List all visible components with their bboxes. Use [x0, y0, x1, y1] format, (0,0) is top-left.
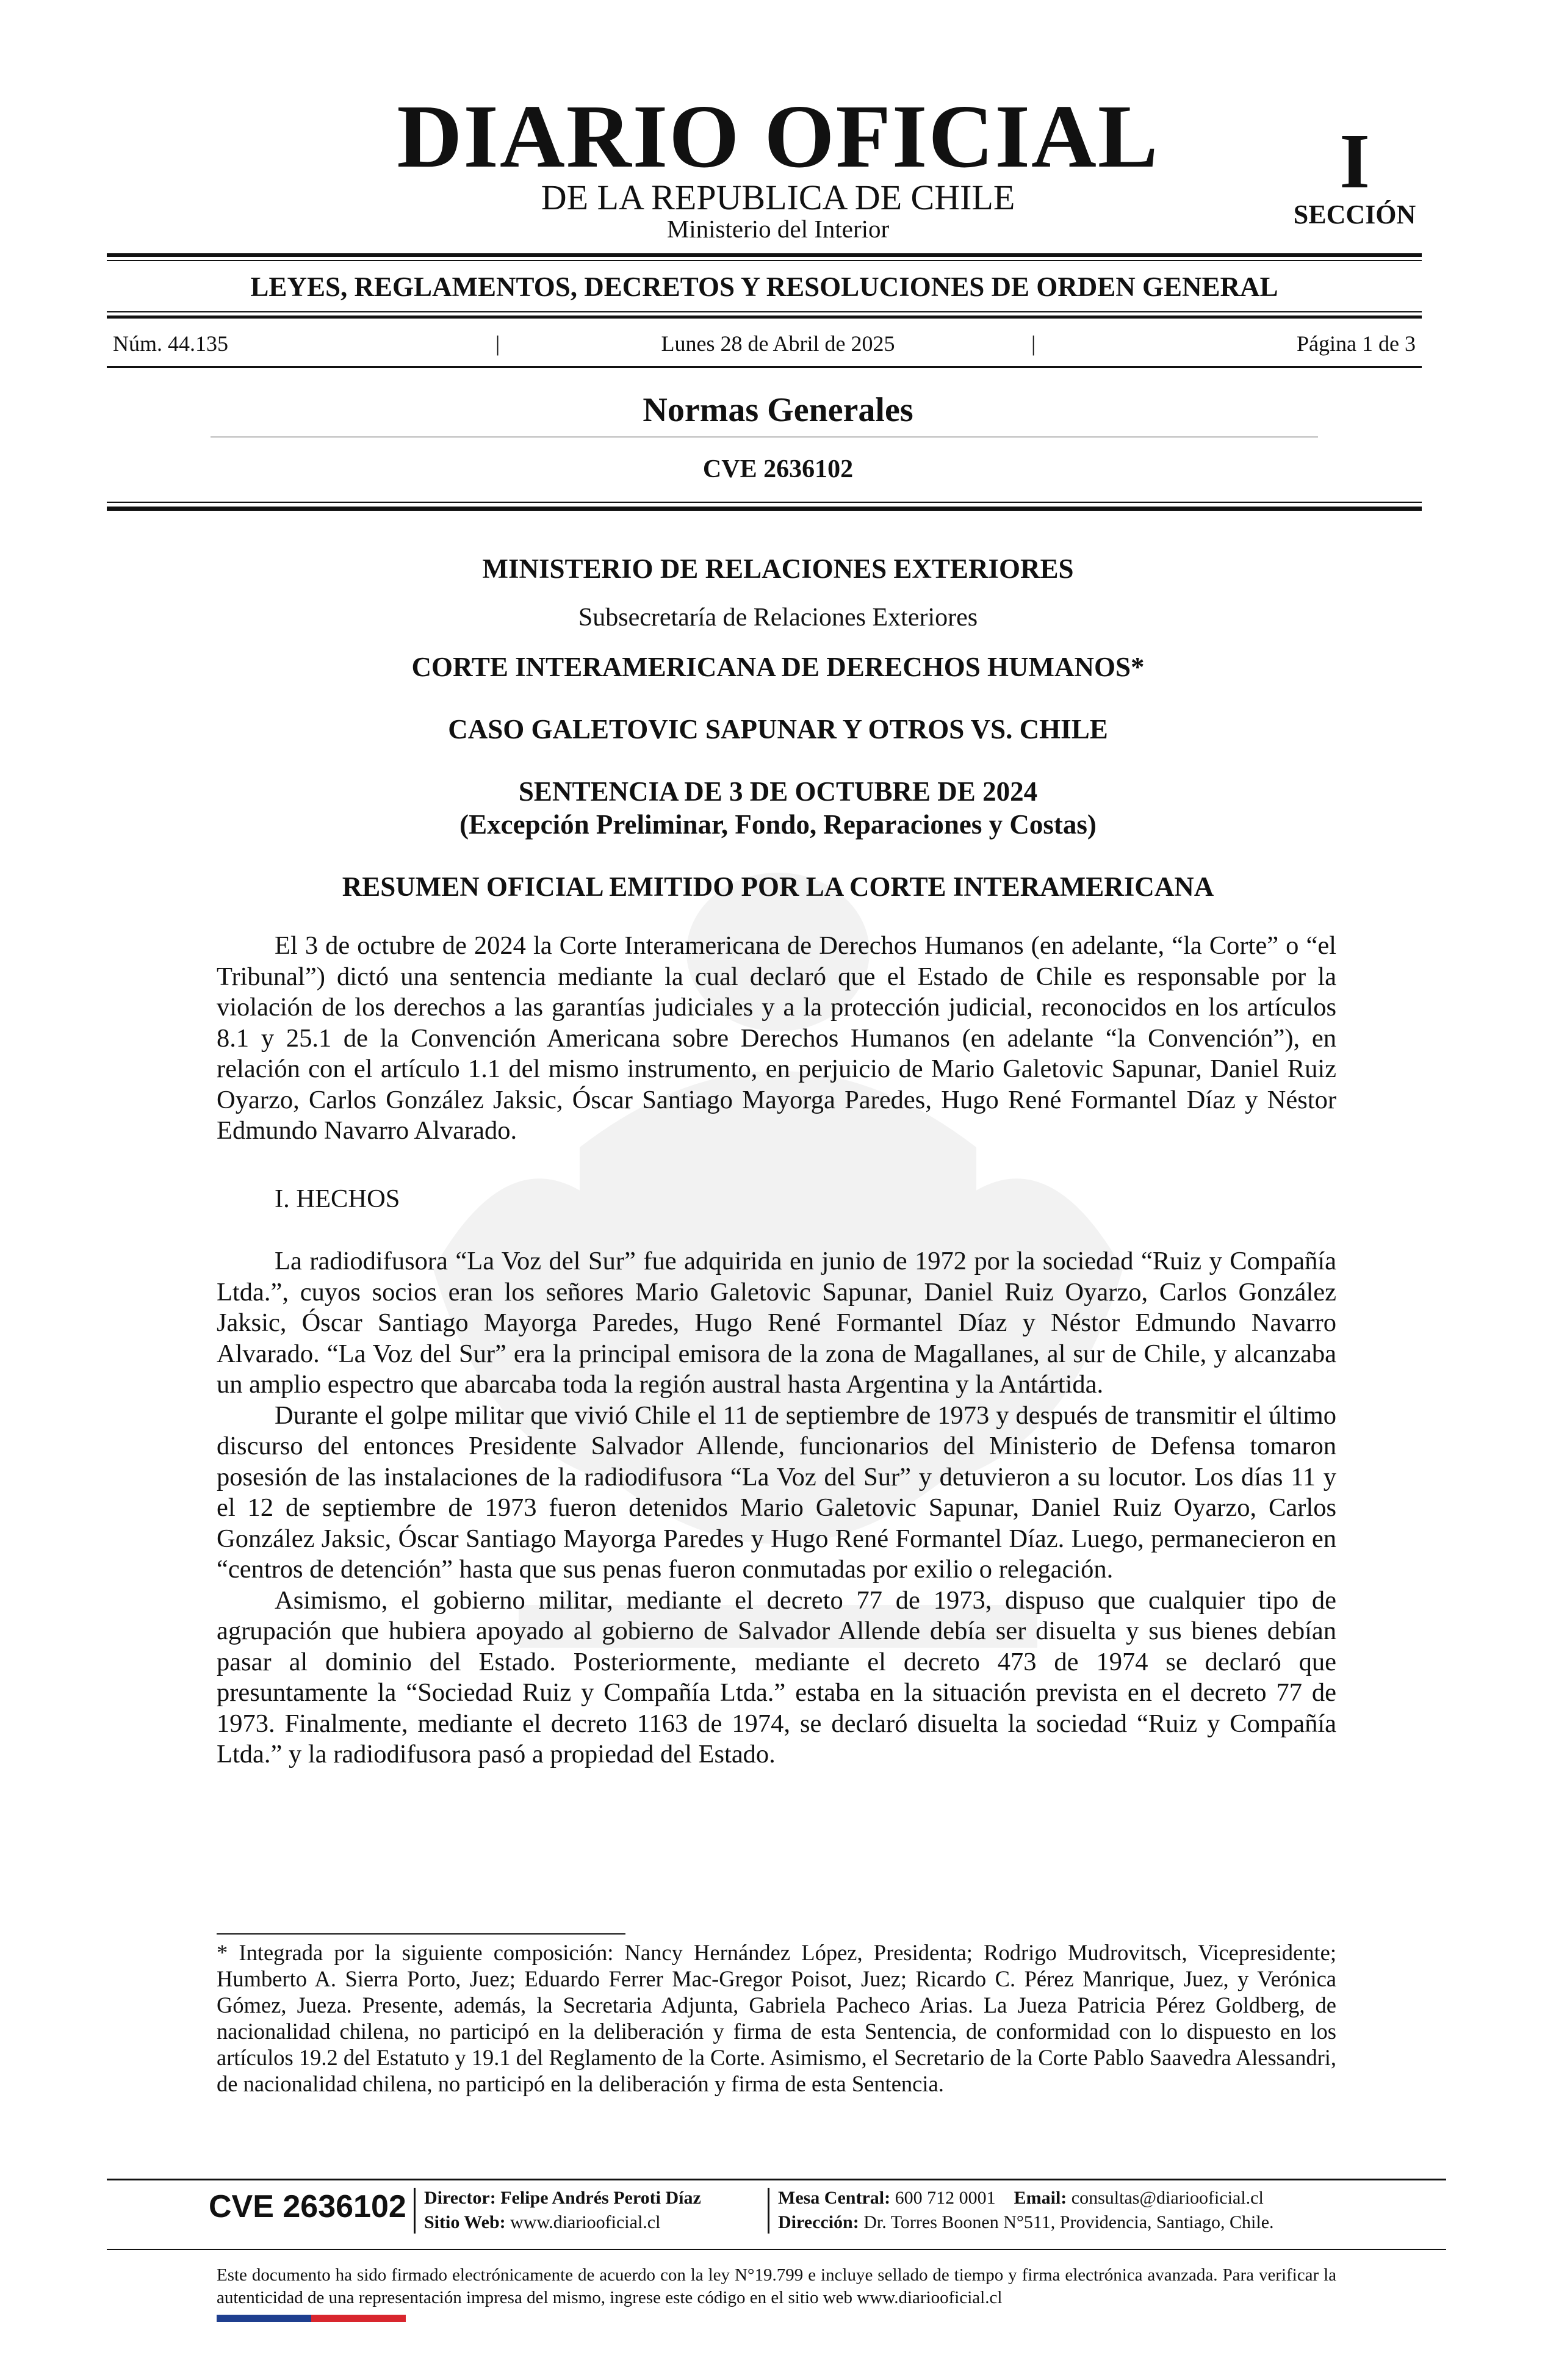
address-label: Dirección:	[778, 2212, 859, 2232]
sentence-heading: SENTENCIA DE 3 DE OCTUBRE DE 2024	[518, 776, 1038, 807]
hechos-section	[217, 1246, 1336, 1770]
email-label: Email:	[1014, 2188, 1067, 2208]
masthead-rule-thick	[107, 253, 1422, 257]
section-title: Normas Generales	[643, 391, 913, 429]
info-separator: |	[1031, 331, 1036, 356]
header-rule-thick	[107, 507, 1422, 511]
issue-number: Núm. 44.135	[113, 331, 228, 356]
summary-heading: RESUMEN OFICIAL EMITIDO POR LA CORTE INTERAMERICANA	[342, 871, 1214, 902]
web-label: Sitio Web:	[424, 2212, 506, 2232]
footer-rule-bottom	[107, 2249, 1446, 2250]
footer-rule-top	[107, 2179, 1446, 2180]
footer-divider	[768, 2188, 769, 2234]
intro-paragraph	[217, 931, 1336, 1147]
hechos-paragraph-1: La radiodifusora “La Voz del Sur” fue adquirida en junio de 1972 por la sociedad “Ruiz y Compañía Ltda.”, cuyos socios eran los señores Mario Galetovic Sapunar, Daniel Ruiz Oyarzo, Carlos González Jaksic, Óscar Santiago Mayorga Paredes, Hugo René Formantel Díaz y Néstor Edmundo Navarro Alvarado. “La Voz del Sur” era la principal emisora de la zona de Magallanes, al sur de Chile, y alcanzaba un amplio espectro que abarcaba toda la región austral hasta Argentina y la Antártida.	[217, 1247, 1336, 1399]
footer-cve-code: CVE 2636102	[209, 2189, 406, 2224]
masthead-ministry: Ministerio del Interior	[666, 215, 890, 243]
page-indicator: Página 1 de 3	[1297, 331, 1416, 356]
footer-divider	[414, 2188, 416, 2234]
hechos-heading: I. HECHOS	[275, 1185, 400, 1213]
banner-title: LEYES, REGLAMENTOS, DECRETOS Y RESOLUCIONES DE ORDEN GENERAL	[250, 272, 1278, 302]
sentence-subheading: (Excepción Preliminar, Fondo, Reparaciones y Costas)	[459, 809, 1097, 840]
flag-stripe-red	[311, 2315, 406, 2322]
section-number: I	[1339, 118, 1370, 204]
intro-text: El 3 de octubre de 2024 la Corte Interamericana de Derechos Humanos (en adelante, “la Corte” o “el Tribunal”) dictó una sentencia mediante la cual declaró que el Estado de Chile es responsable por la violación de los derechos a las garantías judiciales y a la protección judicial, reconocidos en los artículos 8.1 y 25.1 de la Convención Americana sobre Derechos Humanos (en adelante “la Convención”), en relación con el artículo 1.1 del mismo instrumento, en perjuicio de Mario Galetovic Sapunar, Daniel Ruiz Oyarzo, Carlos González Jaksic, Óscar Santiago Mayorga Paredes, Hugo René Formantel Díaz y Néstor Edmundo Navarro Alvarado.	[217, 931, 1336, 1145]
footnote-rule	[217, 1933, 625, 1935]
email-link[interactable]: consultas@diariooficial.cl	[1071, 2188, 1264, 2208]
court-heading: CORTE INTERAMERICANA DE DERECHOS HUMANOS*	[411, 652, 1145, 682]
masthead-subtitle: DE LA REPUBLICA DE CHILE	[541, 178, 1015, 217]
flag-stripe-blue	[217, 2315, 311, 2322]
director-label: Director:	[424, 2188, 496, 2208]
info-rule	[107, 366, 1422, 368]
subsecretaria-heading: Subsecretaría de Relaciones Exteriores	[578, 604, 978, 632]
section-label: SECCIÓN	[1293, 200, 1416, 229]
mesa-value: 600 712 0001	[895, 2188, 996, 2208]
address-value: Dr. Torres Boonen N°511, Providencia, Santiago, Chile.	[863, 2212, 1274, 2232]
footnote: * Integrada por la siguiente composición: Nancy Hernández López, Presidenta; Rodrigo Mudrovitsch, Vicepresidente; Humberto A. Sierra Porto, Juez; Eduardo Ferrer Mac-Gregor Poisot, Juez; Ricardo C. Pérez Manrique, Juez, y Verónica Gómez, Jueza. Presente, además, la Secretaria Adjunta, Gabriela Pacheco Arias. La Jueza Patricia Pérez Goldberg, de nacionalidad chilena, no participó en la deliberación y firma de esta Sentencia, de conformidad con lo dispuesto en los artículos 19.2 del Estatuto y 19.1 del Reglamento de la Corte. Asimismo, el Secretario de la Corte Pablo Saavedra Alessandri, de nacionalidad chilena, no participó en la deliberación y firma de esta Sentencia.	[217, 1940, 1336, 2096]
header-rule-thin	[107, 502, 1422, 503]
section-divider	[211, 436, 1318, 438]
footer-disclaimer: Este documento ha sido firmado electrónicamente de acuerdo con la ley N°19.799 e incluye sellado de tiempo y firma electrónica avanzada. Para verificar la autenticidad de una representación impresa del mismo, ingrese este código en el sitio web www.diariooficial.cl	[217, 2265, 1336, 2307]
mesa-label: Mesa Central:	[778, 2188, 891, 2208]
ministry-heading: MINISTERIO DE RELACIONES EXTERIORES	[482, 554, 1074, 584]
footer-director-column	[424, 2186, 701, 2235]
web-link[interactable]: www.diariooficial.cl	[510, 2212, 661, 2232]
info-separator: |	[495, 331, 500, 356]
cve-code: CVE 2636102	[702, 455, 854, 483]
masthead-title: DIARIO OFICIAL	[397, 87, 1159, 187]
masthead-rule-thin	[107, 260, 1422, 261]
director-name: Felipe Andrés Peroti Díaz	[500, 2188, 701, 2208]
banner-rule-thin	[107, 311, 1422, 312]
issue-date: Lunes 28 de Abril de 2025	[661, 331, 895, 356]
footer-contact-column	[778, 2186, 1274, 2235]
hechos-paragraph-2: Durante el golpe militar que vivió Chile el 11 de septiembre de 1973 y después de transmitir el último discurso del entonces Presidente Salvador Allende, funcionarios del Ministerio de Defensa tomaron posesión de las instalaciones de la radiodifusora “La Voz del Sur” y detuvieron a su locutor. Los días 11 y el 12 de septiembre de 1973 fueron detenidos Mario Galetovic Sapunar, Daniel Ruiz Oyarzo, Carlos González Jaksic, Óscar Santiago Mayorga Paredes y Hugo René Formantel Díaz. Luego, permanecieron en “centros de detención” hasta que sus penas fueron conmutadas por exilio o relegación.	[217, 1401, 1336, 1584]
case-heading: CASO GALETOVIC SAPUNAR Y OTROS VS. CHILE	[448, 714, 1108, 745]
banner-rule-thick	[107, 316, 1422, 319]
hechos-paragraph-3: Asimismo, el gobierno militar, mediante el decreto 77 de 1973, dispuso que cualquier tipo de agrupación que hubiera apoyado al gobierno de Salvador Allende debía ser disuelta y sus bienes debían pasar al dominio del Estado. Posteriormente, mediante el decreto 473 de 1974 se declaró que presuntamente la “Sociedad Ruiz y Compañía Ltda.” estaba en la situación prevista en el decreto 77 de 1973. Finalmente, mediante el decreto 1163 de 1974, se declaró disuelta la sociedad “Ruiz y Compañía Ltda.” y la radiodifusora pasó a propiedad del Estado.	[217, 1585, 1336, 1769]
